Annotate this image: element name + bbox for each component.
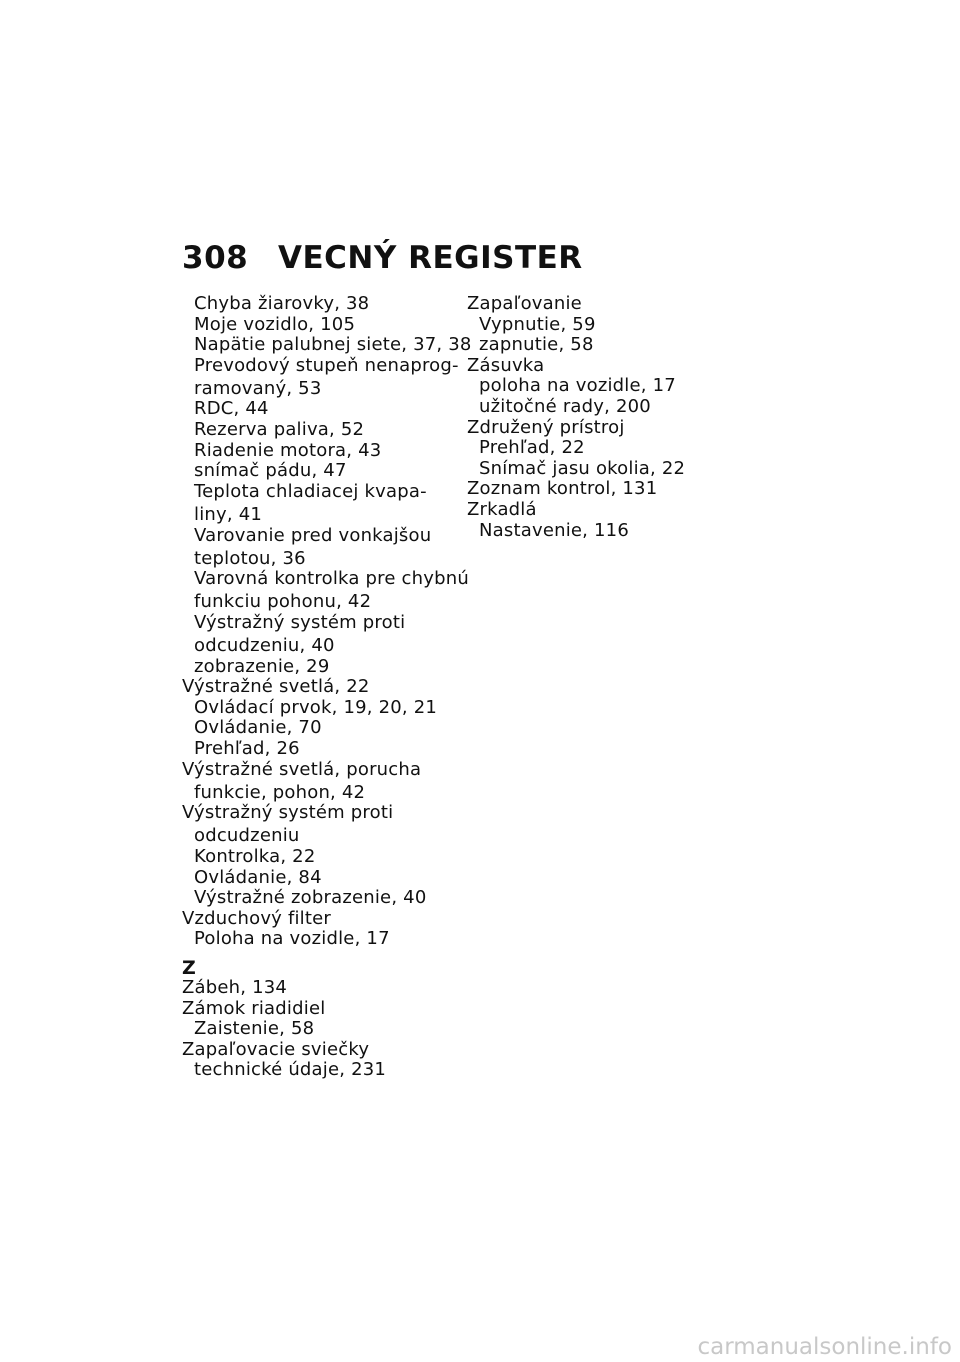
index-subentry: liny, 41 — [194, 503, 263, 525]
index-entry: Zrkadlá — [467, 498, 537, 520]
section-letter: Z — [182, 956, 196, 979]
index-entry: Výstražné svetlá, porucha — [182, 758, 422, 780]
index-subentry: Ovládanie, 84 — [194, 866, 322, 888]
index-column-left — [182, 293, 472, 1081]
index-entry: Zapaľovacie sviečky — [182, 1038, 370, 1060]
index-subentry: odcudzeniu — [194, 825, 300, 847]
page-header — [182, 240, 583, 276]
page-number: 308 — [182, 240, 249, 276]
index-subentry: Teplota chladiacej kvapa- — [194, 480, 427, 502]
index-subentry: Chyba žiarovky, 38 — [194, 293, 370, 314]
index-subentry: Výstražné zobrazenie, 40 — [194, 887, 427, 909]
index-subentry: Vypnutie, 59 — [479, 313, 596, 335]
index-entry: Zásuvka — [467, 354, 545, 376]
index-subentry: užitočné rady, 200 — [479, 395, 651, 417]
page-title: VECNÝ REGISTER — [278, 240, 583, 276]
index-subentry: Nastavenie, 116 — [479, 519, 629, 541]
index-subentry: zapnutie, 58 — [479, 334, 594, 356]
index-entry: Zoznam kontrol, 131 — [467, 478, 658, 500]
index-subentry: Kontrolka, 22 — [194, 845, 316, 867]
watermark: carmanualsonline.info — [697, 1334, 952, 1360]
index-subentry: odcudzeniu, 40 — [194, 635, 335, 656]
index-subentry: Snímač jasu okolia, 22 — [479, 457, 686, 479]
index-subentry: snímač pádu, 47 — [194, 460, 347, 482]
index-subentry: RDC, 44 — [194, 398, 269, 420]
index-subentry: funkcie, pohon, 42 — [194, 781, 366, 803]
index-subentry: technické údaje, 231 — [194, 1059, 387, 1081]
index-subentry: Zaistenie, 58 — [194, 1018, 315, 1040]
index-entry: Združený prístroj — [467, 416, 625, 438]
index-entry: Zábeh, 134 — [182, 976, 288, 998]
index-subentry: zobrazenie, 29 — [194, 655, 330, 677]
index-entry: Zapaľovanie — [467, 293, 582, 314]
index-column-right — [467, 294, 737, 541]
index-entry: Zámok riadidiel — [182, 997, 326, 1019]
index-subentry: Riadenie motora, 43 — [194, 439, 382, 461]
index-subentry: ramovaný, 53 — [194, 377, 322, 399]
index-subentry: Výstražný systém proti — [194, 611, 406, 633]
index-entry: Výstražné svetlá, 22 — [182, 676, 370, 698]
index-subentry: Poloha na vozidle, 17 — [194, 928, 390, 950]
index-subentry: Prehľad, 26 — [194, 737, 300, 759]
index-entry: Vzduchový filter — [182, 907, 332, 929]
index-subentry: Varovanie pred vonkajšou — [194, 524, 432, 546]
index-subentry: Ovládanie, 70 — [194, 717, 322, 739]
index-subentry: Prevodový stupeň nenaprog- — [194, 354, 459, 376]
index-subentry: Napätie palubnej siete, 37, 38 — [194, 334, 472, 356]
index-subentry: Varovná kontrolka pre chybnú — [194, 568, 469, 590]
index-entry: Výstražný systém proti — [182, 802, 394, 824]
index-subentry: Prehľad, 22 — [479, 437, 585, 459]
index-subentry: teplotou, 36 — [194, 547, 306, 569]
index-subentry: Rezerva paliva, 52 — [194, 419, 365, 441]
index-subentry: poloha na vozidle, 17 — [479, 375, 676, 397]
index-subentry: Moje vozidlo, 105 — [194, 313, 356, 335]
index-subentry: Ovládací prvok, 19, 20, 21 — [194, 696, 438, 718]
index-subentry: funkciu pohonu, 42 — [194, 591, 372, 613]
